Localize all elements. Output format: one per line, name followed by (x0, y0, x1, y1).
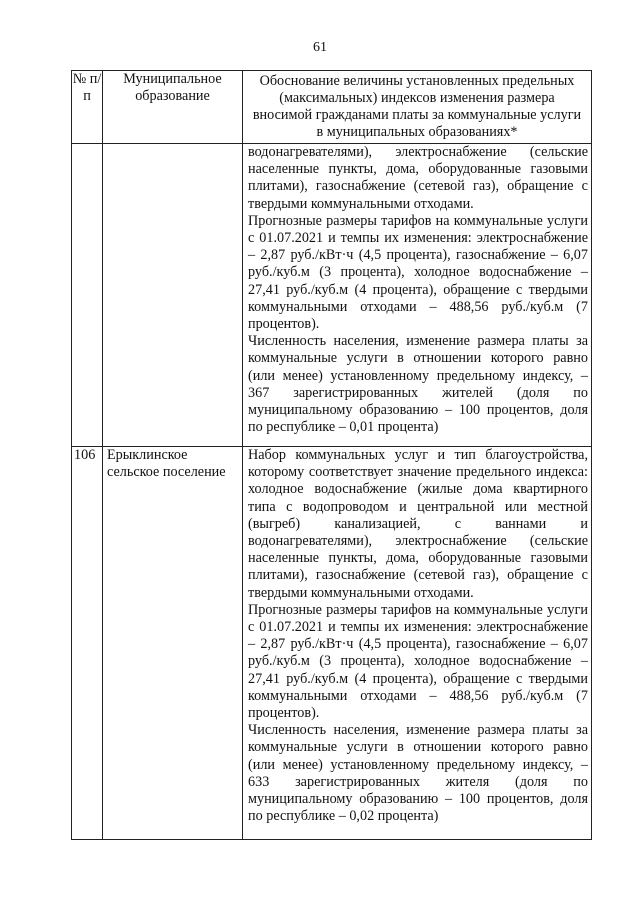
tariff-table (71, 70, 592, 840)
table-header-row (72, 71, 592, 144)
row-justification (243, 144, 592, 447)
row-num: 106 (72, 447, 103, 840)
row-justification (243, 447, 592, 840)
justification-paragraph: водонагревателями), электроснабжение (сельские населенные пункты, дома, оборудованные газовыми плитами), газоснабжение (сетевой газ), обращение с твердыми коммунальными отходами. (248, 144, 588, 212)
justification-paragraph: Прогнозные размеры тарифов на коммунальные услуги с 01.07.2021 и темпы их изменения: электроснабжение – 2,87 руб./кВт·ч (4,5 процента), газоснабжение – 6,07 руб./куб.м (3 процента), холодное водоснабжение – 27,41 руб./куб.м (4 процента), обращение с твердыми коммунальными отходами – 488,56 руб./куб.м (7 процентов). (248, 212, 588, 333)
table-row (72, 447, 592, 840)
row-num (72, 144, 103, 447)
justification-paragraph: Набор коммунальных услуг и тип благоустройства, которому соответствует значение предельного индекса: холодное водоснабжение (жилые дома квартирного типа с водопроводом и центральной или местной (выгреб) канализацией, с ваннами и водонагревателями), электроснабжение (сельские населенные пункты, дома, оборудованные газовыми плитами), газоснабжение (сетевой газ), обращение с твердыми коммунальными отходами. (248, 447, 588, 601)
justification-paragraph: Численность населения, изменение размера платы за коммунальные услуги в отношении которого равно (или менее) установленному предельному индексу, – 367 зарегистрированных жителей (доля по муниципальному образованию – 100 процентов, доля по республике – 0,01 процента) (248, 333, 588, 436)
justification-paragraph: Прогнозные размеры тарифов на коммунальные услуги с 01.07.2021 и темпы их изменения: электроснабжение – 2,87 руб./кВт·ч (4,5 процента), газоснабжение – 6,07 руб./куб.м (3 процента), холодное водоснабжение – 27,41 руб./куб.м (4 процента), обращение с твердыми коммунальными отходами – 488,56 руб./куб.м (7 процентов). (248, 601, 588, 722)
table-row (72, 144, 592, 447)
justification-paragraph: Численность населения, изменение размера платы за коммунальные услуги в отношении которого равно (или менее) установленному предельному индексу, – 633 зарегистрированных жителя (доля по муниципальному образованию – 100 процентов, доля по республике – 0,02 процента) (248, 722, 588, 825)
row-municipality: Ерыклинское сельское поселение (103, 447, 243, 840)
header-municipality: Муниципальное образование (103, 71, 243, 144)
page-number: 61 (313, 40, 327, 55)
row-municipality (103, 144, 243, 447)
header-num: № п/п (72, 71, 103, 144)
header-justification: Обоснование величины установленных предельных (максимальных) индексов изменения размера вносимой гражданами платы за коммунальные услуги в муниципальных образованиях* (243, 71, 592, 144)
